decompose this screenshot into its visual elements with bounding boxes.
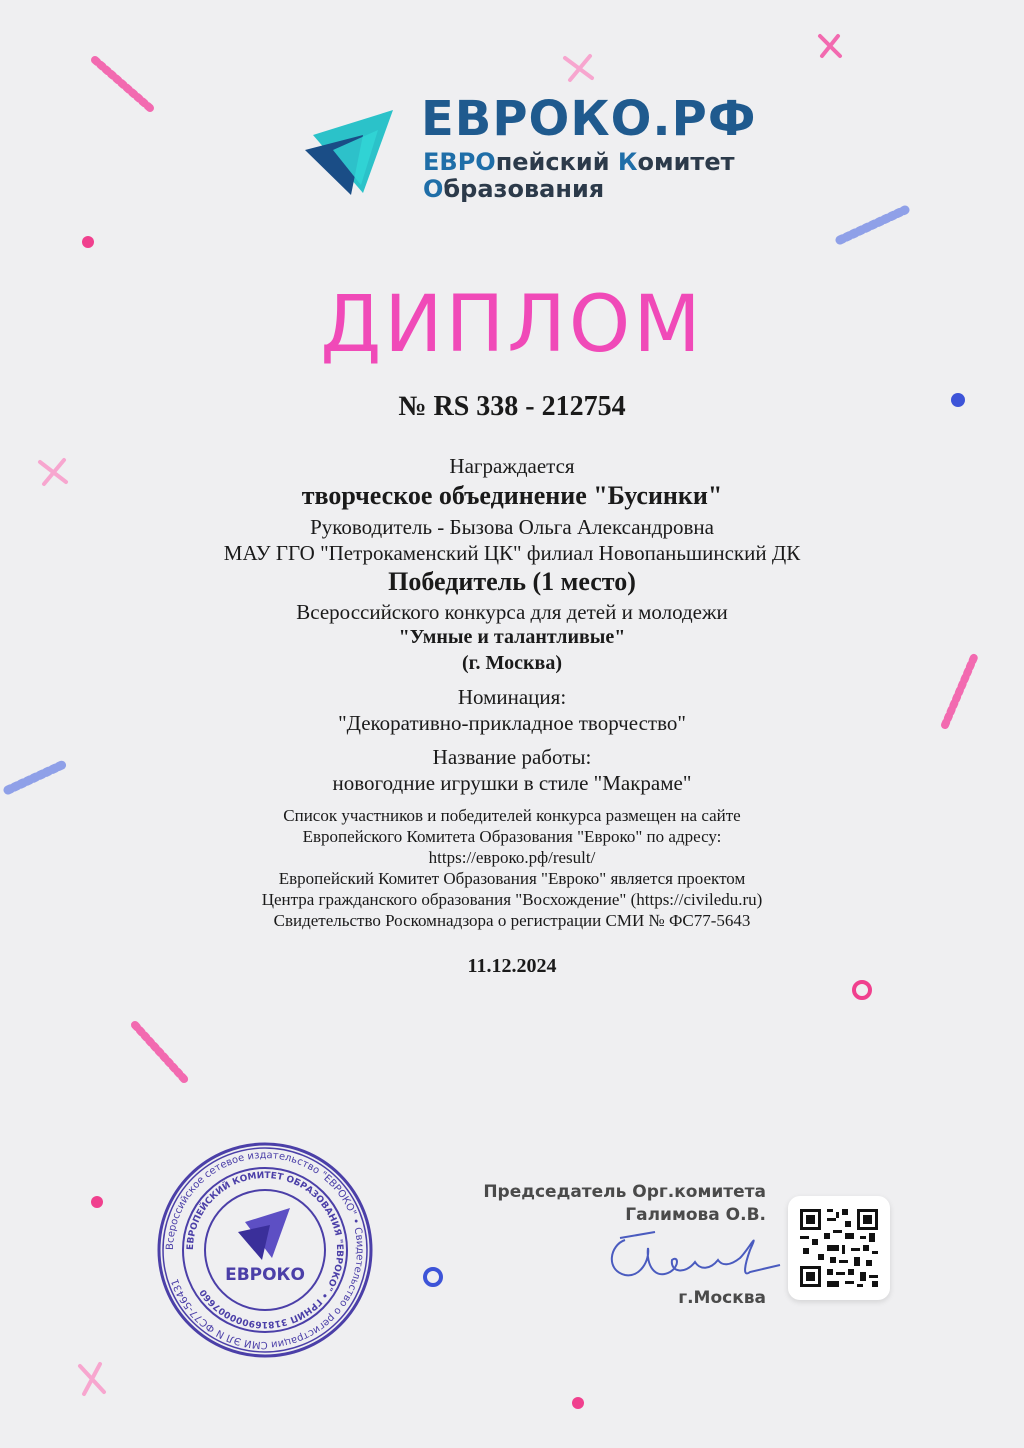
info-line: Европейский Комитет Образования "Евроко" является проектом [278, 869, 746, 888]
stamp-outer-text: Всероссийское сетевое издательство "ЕВРОКО" • Свидетельство о регистрации СМИ ЭЛ N ФС77-56431 [164, 1149, 366, 1351]
nomination-value: "Декоративно-прикладное творчество" [338, 711, 686, 735]
work-label: Название работы: [432, 745, 592, 769]
stamp-inner-text: ЕВРОПЕЙСКИЙ КОМИТЕТ ОБРАЗОВАНИЯ "ЕВРОКО" • ГРНИП 318169000007660 [185, 1170, 345, 1330]
contest-city: (г. Москва) [462, 652, 562, 674]
confetti-bow [80, 1364, 104, 1394]
signature-name: Галимова О.В. [625, 1205, 766, 1225]
qr-card [788, 1196, 890, 1300]
confetti-streamer [95, 60, 150, 108]
awarded-label: Награждается [449, 454, 575, 478]
stamp-center-text: ЕВРОКО [225, 1265, 305, 1285]
logo-sub-highlight: ЕВРО [423, 148, 496, 176]
nomination-label: Номинация: [457, 685, 567, 709]
info-line: Центра гражданского образования "Восхождение" (https://civiledu.ru) [261, 890, 763, 909]
info-line: https://евроко.рф/result/ [428, 848, 596, 867]
info-line: Европейского Комитета Образования "Евроко" по адресу: [302, 827, 722, 846]
confetti-ring [854, 982, 870, 998]
logo-sub-highlight: К [617, 148, 638, 176]
logo-sub-text: омитет [637, 148, 735, 176]
logo [303, 91, 757, 205]
qr-code-icon[interactable] [800, 1209, 878, 1287]
recipient-name: творческое объединение "Бусинки" [301, 481, 723, 510]
confetti-dot [82, 236, 94, 248]
logo-title: ЕВРОКО.РФ [421, 91, 757, 147]
issue-date: 11.12.2024 [467, 955, 557, 977]
confetti-bow [820, 36, 840, 56]
signature-title: Председатель Орг.комитета [483, 1182, 766, 1202]
organization-line: МАУ ГГО "Петрокаменский ЦК" филиал Новопаньшинский ДК [223, 541, 801, 565]
confetti-streamer [840, 210, 905, 240]
leader-line: Руководитель - Бызова Ольга Александровна [310, 515, 714, 539]
logo-subtitle [423, 149, 735, 203]
info-line: Список участников и победителей конкурса размещен на сайте [283, 806, 741, 825]
place-line: Победитель (1 место) [388, 567, 636, 596]
contest-line: Всероссийского конкурса для детей и молодежи [296, 600, 728, 624]
handwritten-signature [600, 1220, 785, 1295]
diploma-heading: ДИПЛОМ [320, 280, 704, 370]
work-value: новогодние игрушки в стиле "Макраме" [332, 771, 692, 795]
logo-sub-text: пейский [495, 148, 618, 176]
contest-name: "Умные и талантливые" [398, 626, 626, 648]
confetti-dot [91, 1196, 103, 1208]
diploma-number: № RS 338 - 212754 [398, 391, 626, 422]
logo-sub-text: бразования [443, 175, 605, 203]
info-line: Свидетельство Роскомнадзора о регистрации СМИ № ФС77-5643 [273, 911, 751, 930]
confetti-streamer [135, 1025, 185, 1080]
logo-triangle-icon [303, 105, 398, 195]
logo-sub-highlight: О [423, 175, 444, 203]
confetti-dot [572, 1397, 584, 1409]
stamp-seal [150, 1140, 380, 1360]
info-block [0, 805, 1024, 931]
confetti-bow [565, 56, 592, 80]
signature-city: г.Москва [678, 1288, 766, 1308]
confetti-ring [425, 1269, 441, 1285]
